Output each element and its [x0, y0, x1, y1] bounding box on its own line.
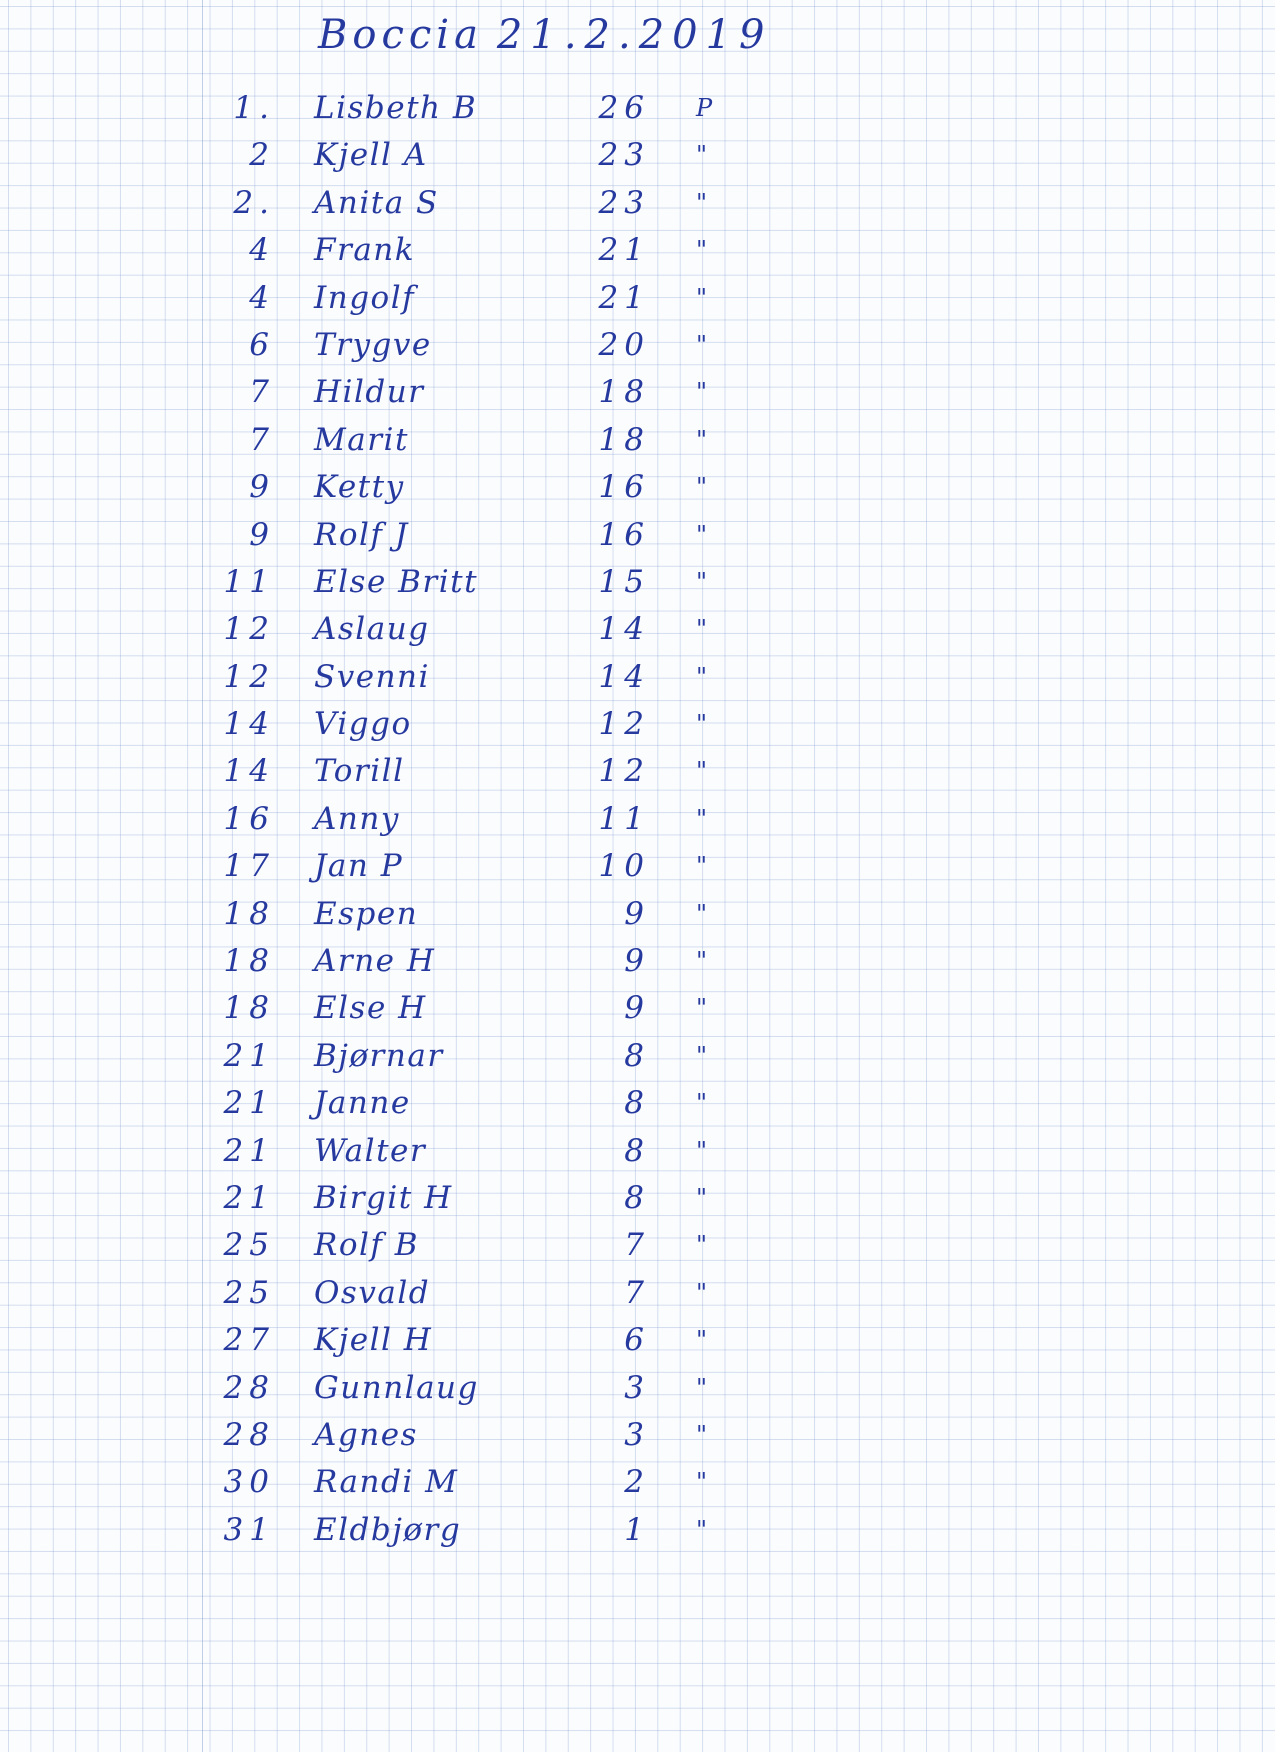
entry-rank: 4: [249, 232, 275, 269]
entry-name: Ingolf: [314, 279, 416, 316]
entry-mark: ": [696, 283, 708, 312]
entry-mark: ": [696, 567, 708, 596]
entry-name: Janne: [314, 1085, 411, 1122]
entry-rank: 21: [223, 1085, 275, 1122]
entry-mark: ": [696, 994, 708, 1023]
entry-mark: P: [696, 94, 713, 122]
entry-rank: 30: [223, 1464, 275, 1501]
list-item: [0, 986, 1275, 1033]
entry-rank: 9: [249, 469, 275, 506]
entry-rank: 31: [223, 1511, 275, 1548]
entry-mark: ": [696, 236, 708, 265]
entry-rank: 9: [249, 516, 275, 553]
list-item: [0, 86, 1275, 133]
entry-name: Arne H: [314, 943, 436, 980]
entry-mark: ": [696, 1326, 708, 1355]
list-item: [0, 655, 1275, 702]
list-item: [0, 1223, 1275, 1270]
entry-name: Anny: [314, 800, 400, 837]
entry-mark: ": [696, 473, 708, 502]
entry-rank: 14: [223, 753, 275, 790]
list-item: [0, 892, 1275, 939]
entry-score: 14: [598, 611, 650, 648]
entry-score: 12: [598, 753, 650, 790]
entry-name: Kjell A: [314, 137, 428, 174]
entry-mark: ": [696, 1136, 708, 1165]
entry-score: 23: [598, 137, 650, 174]
entry-name: Kjell H: [314, 1322, 433, 1359]
entry-name: Osvald: [314, 1274, 431, 1311]
entry-name: Espen: [314, 895, 419, 932]
entry-name: Walter: [314, 1132, 427, 1169]
entry-score: 21: [598, 279, 650, 316]
entry-score: 15: [598, 563, 650, 600]
entry-score: 9: [624, 990, 650, 1027]
entry-mark: ": [696, 947, 708, 976]
entry-score: 7: [624, 1274, 650, 1311]
entry-score: 16: [598, 469, 650, 506]
entry-mark: ": [696, 520, 708, 549]
entry-score: 9: [624, 895, 650, 932]
list-item: [0, 370, 1275, 417]
entry-name: Lisbeth B: [314, 90, 478, 126]
entry-score: 3: [624, 1416, 650, 1453]
list-item: [0, 513, 1275, 560]
list-item: [0, 1176, 1275, 1223]
entry-name: Ketty: [314, 469, 405, 506]
entry-mark: ": [696, 1231, 708, 1260]
entry-name: Jan P: [314, 848, 404, 885]
entry-mark: ": [696, 757, 708, 786]
list-item: [0, 797, 1275, 844]
entry-mark: ": [696, 1515, 708, 1544]
entry-name: Else Britt: [314, 563, 479, 600]
list-item: [0, 133, 1275, 180]
entry-name: Eldbjørg: [314, 1511, 462, 1548]
entry-name: Rolf J: [314, 516, 409, 553]
entry-score: 9: [624, 943, 650, 980]
entry-score: 11: [598, 800, 650, 837]
list-item: [0, 702, 1275, 749]
entry-mark: ": [696, 1373, 708, 1402]
entry-rank: 11: [223, 563, 275, 600]
entry-mark: ": [696, 852, 708, 881]
entry-score: 18: [598, 421, 650, 458]
entry-rank: 2: [249, 137, 275, 174]
title-date: 21.2.2019: [496, 12, 773, 58]
entry-score: 8: [624, 1085, 650, 1122]
list-item: [0, 1129, 1275, 1176]
entry-mark: ": [696, 330, 708, 359]
page-title: [318, 12, 773, 58]
entry-rank: 17: [223, 848, 275, 885]
entry-mark: ": [696, 1468, 708, 1497]
entry-rank: 12: [223, 658, 275, 695]
entry-name: Torill: [314, 753, 405, 790]
list-item: [0, 1318, 1275, 1365]
list-item: [0, 228, 1275, 275]
entry-score: 10: [598, 848, 650, 885]
list-item: [0, 1081, 1275, 1128]
entry-mark: ": [696, 1041, 708, 1070]
entry-rank: 4: [249, 279, 275, 316]
entry-rank: 28: [223, 1416, 275, 1453]
list-item: [0, 1366, 1275, 1413]
entry-rank: 6: [249, 326, 275, 363]
entry-name: Anita S: [314, 184, 439, 221]
entry-name: Hildur: [314, 374, 425, 411]
entry-rank: 18: [223, 895, 275, 932]
entry-mark: ": [696, 804, 708, 833]
list-item: [0, 1508, 1275, 1555]
entry-name: Viggo: [314, 706, 412, 743]
list-item: [0, 181, 1275, 228]
entry-name: Gunnlaug: [314, 1369, 479, 1406]
entry-rank: 2.: [233, 184, 275, 221]
results-list: [0, 86, 1275, 1555]
entry-rank: 18: [223, 990, 275, 1027]
list-item: [0, 418, 1275, 465]
entry-score: 20: [598, 326, 650, 363]
list-item: [0, 1460, 1275, 1507]
entry-name: Randi M: [314, 1464, 459, 1501]
entry-mark: ": [696, 615, 708, 644]
list-item: [0, 1034, 1275, 1081]
entry-name: Bjørnar: [314, 1037, 444, 1074]
entry-rank: 25: [223, 1274, 275, 1311]
entry-score: 14: [598, 658, 650, 695]
entry-score: 7: [624, 1227, 650, 1264]
entry-mark: ": [696, 188, 708, 217]
entry-mark: ": [696, 1420, 708, 1449]
entry-rank: 27: [223, 1322, 275, 1359]
entry-rank: 18: [223, 943, 275, 980]
entry-mark: ": [696, 141, 708, 170]
entry-mark: ": [696, 899, 708, 928]
entry-name: Marit: [314, 421, 409, 458]
entry-rank: 28: [223, 1369, 275, 1406]
entry-name: Trygve: [314, 326, 432, 363]
entry-name: Aslaug: [314, 611, 430, 648]
list-item: [0, 1413, 1275, 1460]
entry-name: Else H: [314, 990, 427, 1027]
list-item: [0, 323, 1275, 370]
entry-score: 8: [624, 1179, 650, 1216]
list-item: [0, 844, 1275, 891]
entry-rank: 12: [223, 611, 275, 648]
entry-score: 23: [598, 184, 650, 221]
entry-rank: 1.: [233, 90, 275, 126]
entry-rank: 21: [223, 1037, 275, 1074]
list-item: [0, 1271, 1275, 1318]
entry-score: 8: [624, 1132, 650, 1169]
list-item: [0, 465, 1275, 512]
entry-score: 3: [624, 1369, 650, 1406]
entry-rank: 21: [223, 1132, 275, 1169]
entry-score: 12: [598, 706, 650, 743]
list-item: [0, 560, 1275, 607]
entry-mark: ": [696, 662, 708, 691]
entry-mark: ": [696, 710, 708, 739]
entry-score: 6: [624, 1322, 650, 1359]
entry-name: Svenni: [314, 658, 430, 695]
entry-rank: 16: [223, 800, 275, 837]
entry-mark: ": [696, 1089, 708, 1118]
entry-name: Birgit H: [314, 1179, 453, 1216]
entry-score: 2: [624, 1464, 650, 1501]
entry-score: 18: [598, 374, 650, 411]
entry-score: 16: [598, 516, 650, 553]
entry-rank: 7: [249, 374, 275, 411]
entry-score: 8: [624, 1037, 650, 1074]
entry-name: Rolf B: [314, 1227, 420, 1264]
entry-rank: 25: [223, 1227, 275, 1264]
list-item: [0, 749, 1275, 796]
entry-mark: ": [696, 378, 708, 407]
list-item: [0, 607, 1275, 654]
entry-mark: ": [696, 1183, 708, 1212]
title-text: Boccia: [318, 12, 483, 58]
entry-rank: 7: [249, 421, 275, 458]
entry-score: 1: [624, 1511, 650, 1548]
entry-score: 21: [598, 232, 650, 269]
entry-mark: ": [696, 425, 708, 454]
entry-name: Agnes: [314, 1416, 418, 1453]
entry-mark: ": [696, 1278, 708, 1307]
entry-name: Frank: [314, 232, 416, 269]
list-item: [0, 276, 1275, 323]
entry-rank: 21: [223, 1179, 275, 1216]
list-item: [0, 939, 1275, 986]
entry-rank: 14: [223, 706, 275, 743]
entry-score: 26: [598, 90, 650, 126]
